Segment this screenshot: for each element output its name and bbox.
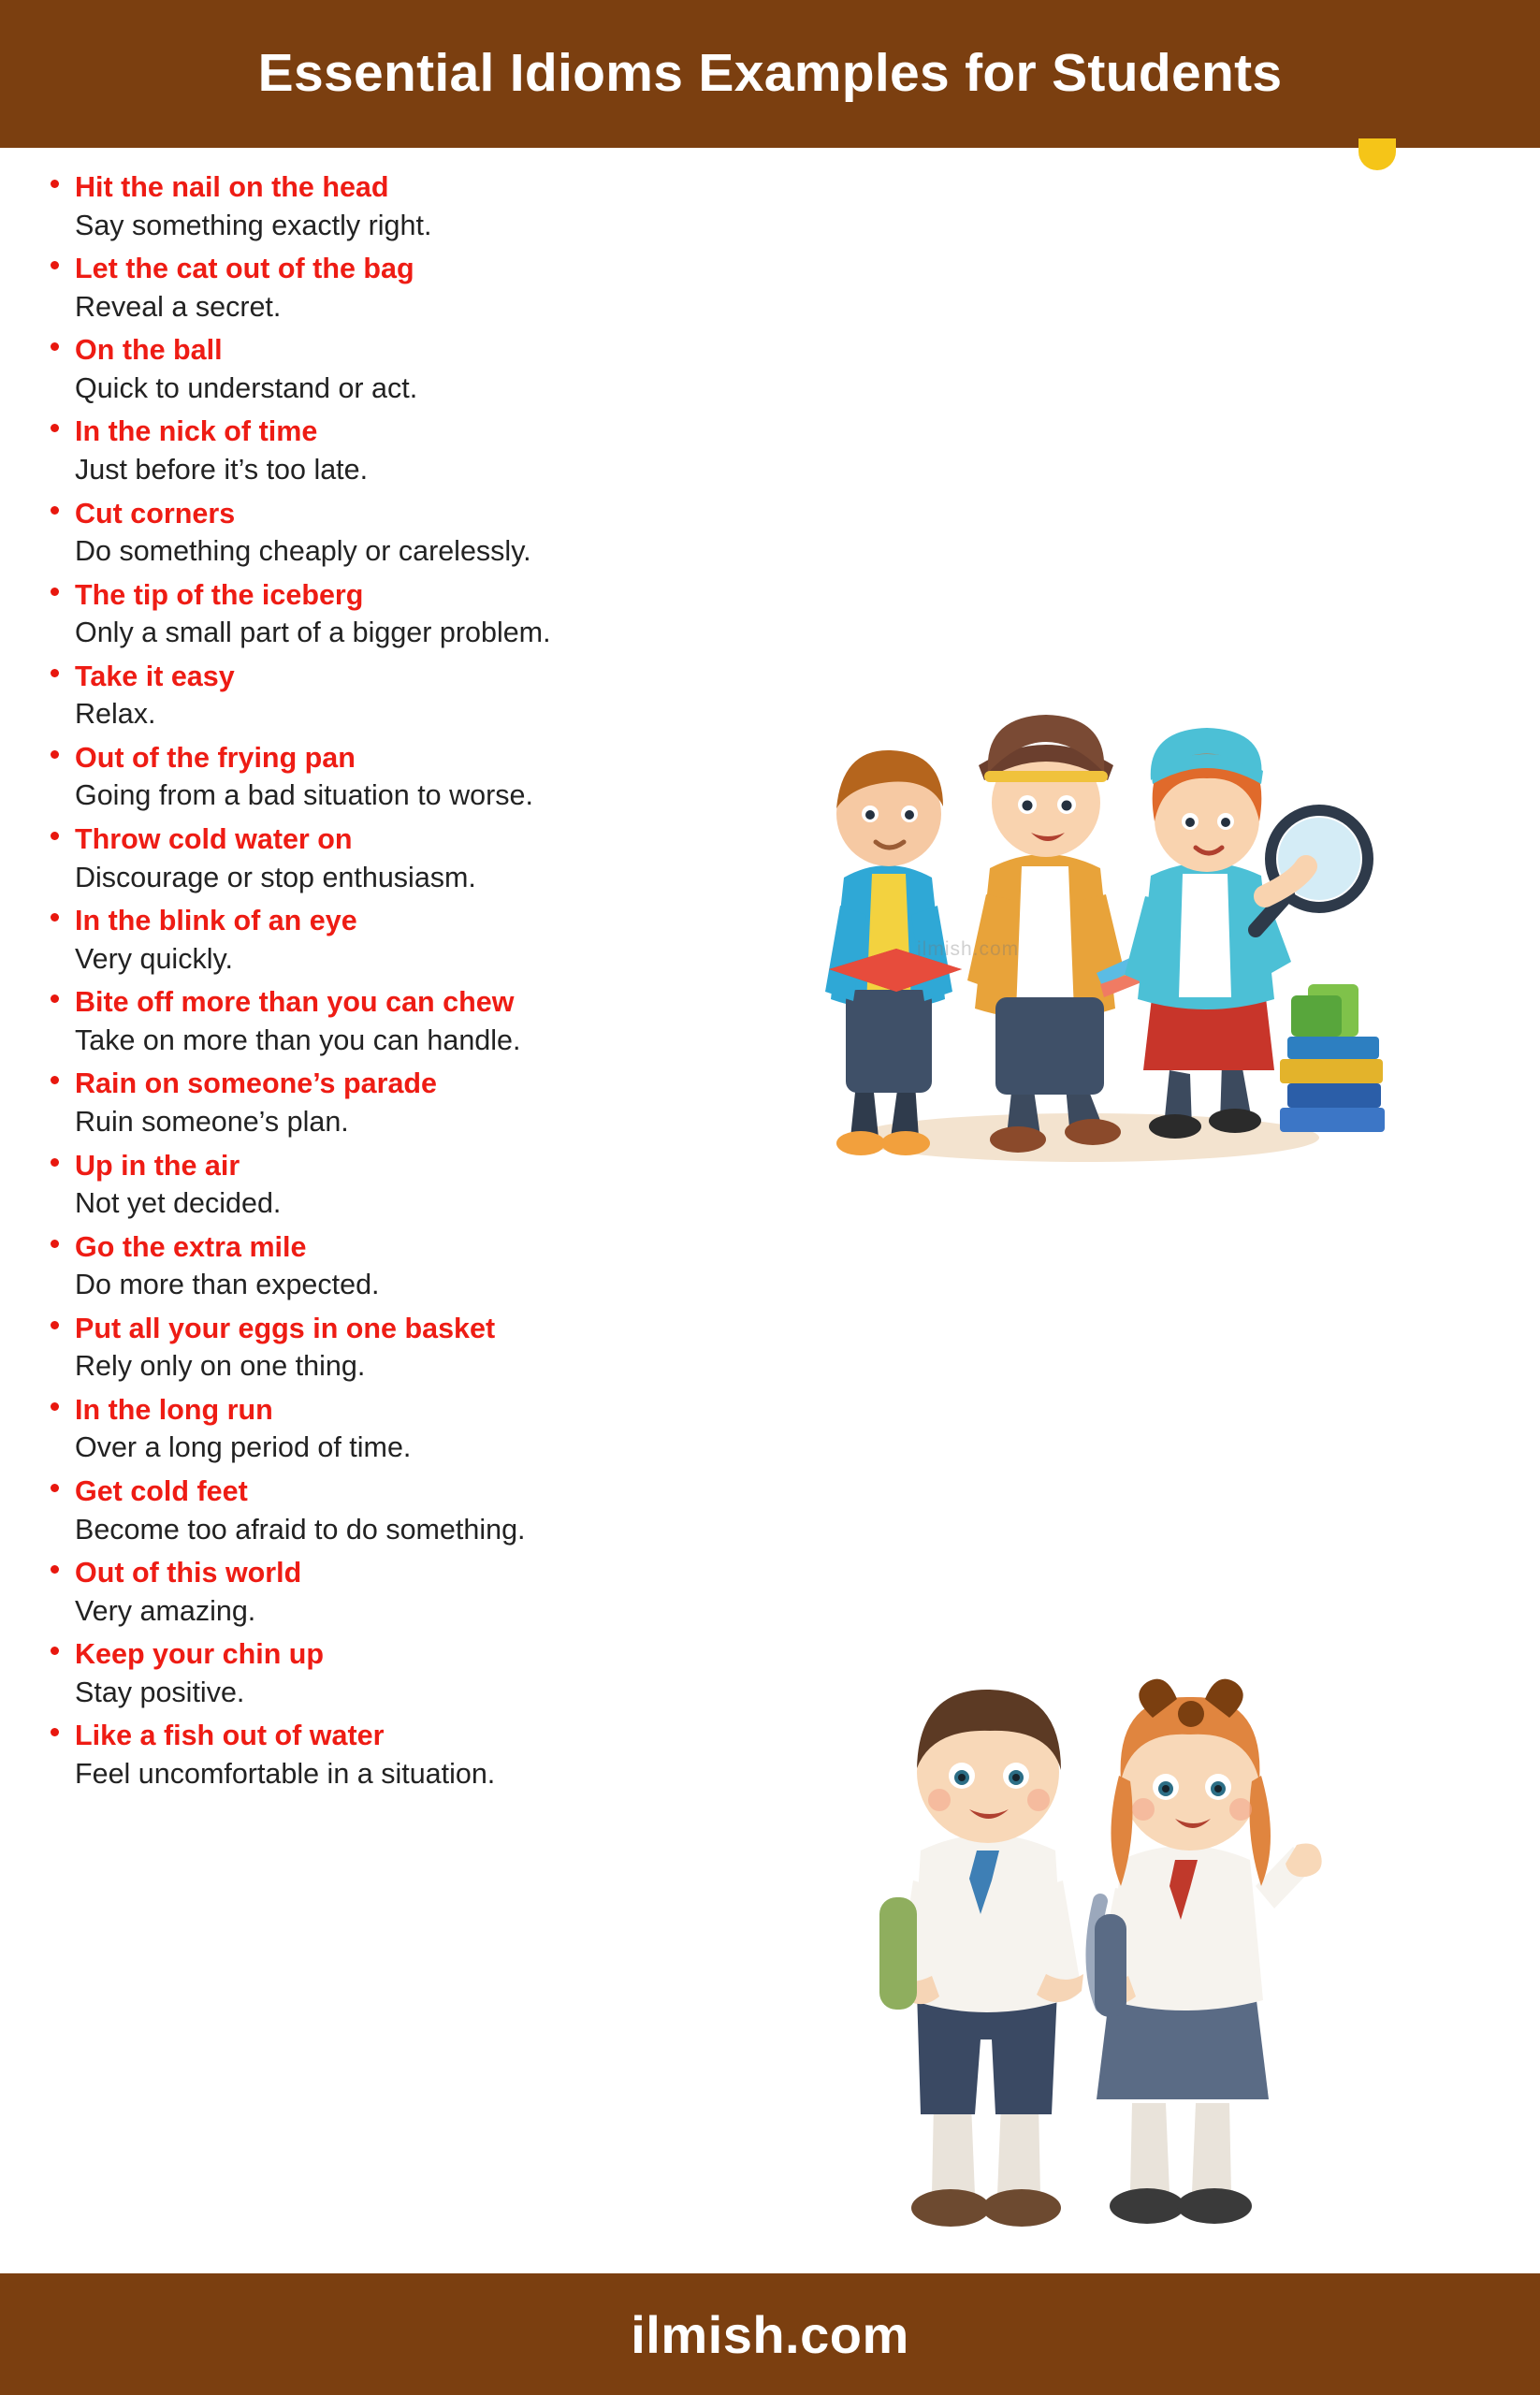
idiom-meaning: Very amazing. [75,1594,256,1627]
list-item [21,1310,769,1386]
idiom-term: Go the extra mile [75,1230,307,1263]
two-students-illustration [823,1663,1366,2253]
list-item [21,1391,769,1467]
list-item [21,1717,769,1793]
idiom-term: Rain on someone’s parade [75,1067,437,1100]
bullet-icon [51,669,59,677]
idiom-meaning: Going from a bad situation to worse. [75,779,533,812]
idiom-meaning: Very quickly. [75,942,233,975]
idiom-term: Put all your eggs in one basket [75,1312,496,1344]
idiom-term: Out of this world [75,1557,302,1589]
idiom-term: The tip of the iceberg [75,578,364,611]
bullet-icon [51,1728,59,1736]
idiom-term: Like a fish out of water [75,1720,385,1752]
list-item [21,1065,769,1140]
bullet-icon [51,342,59,351]
schoolboy [879,1690,1083,2227]
bullet-icon [51,1402,59,1411]
idiom-meaning: Only a small part of a bigger problem. [75,617,551,649]
bullet-icon [51,506,59,515]
idiom-meaning: Not yet decided. [75,1187,282,1220]
idiom-term: Throw cold water on [75,823,353,855]
list-item [21,250,769,326]
idiom-meaning: Quick to understand or act. [75,371,418,404]
list-item [21,1635,769,1711]
idiom-term: On the ball [75,334,223,367]
idiom-meaning: Take on more than you can handle. [75,1023,521,1056]
page-body [0,148,1540,2273]
bullet-icon [51,1240,59,1248]
bullet-icon [51,261,59,269]
list-item [21,168,769,244]
bullet-icon [51,750,59,759]
page-header [0,0,1540,148]
idiom-meaning: Ruin someone’s plan. [75,1105,349,1138]
list-item [21,902,769,978]
bullet-icon [51,1158,59,1167]
bullet-icon [51,1076,59,1084]
bullet-icon [51,913,59,922]
idiom-meaning: Become too afraid to do something. [75,1513,526,1546]
list-item [21,495,769,571]
bullet-icon [51,1321,59,1329]
idiom-term: Get cold feet [75,1475,248,1507]
idiom-term: Out of the frying pan [75,741,356,774]
idiom-term: In the blink of an eye [75,905,357,937]
bullet-icon [51,832,59,840]
list-item [21,1554,769,1630]
idiom-meaning: Reveal a secret. [75,290,282,323]
idiom-term: Hit the nail on the head [75,171,389,203]
watermark-text: ilmish.com [917,938,1020,960]
idiom-term: Up in the air [75,1149,240,1182]
decorative-badge-icon [1358,138,1396,170]
idiom-term: Keep your chin up [75,1638,325,1671]
idiom-meaning: Relax. [75,698,156,731]
schoolgirl [1093,1679,1322,2224]
idiom-meaning: Say something exactly right. [75,209,432,241]
list-item [21,1228,769,1304]
bullet-icon [51,424,59,432]
list-item [21,413,769,488]
idiom-meaning: Discourage or stop enthusiasm. [75,861,476,893]
idiom-term: In the nick of time [75,415,318,448]
page-title: Essential Idioms Examples for Students [257,43,1283,104]
bullet-icon [51,1565,59,1574]
idiom-term: Cut corners [75,497,236,530]
page-footer [0,2273,1540,2395]
idiom-meaning: Rely only on one thing. [75,1350,366,1383]
bullet-icon [51,588,59,596]
idiom-list [21,168,769,1799]
idiom-term: Take it easy [75,660,235,692]
bullet-icon [51,1647,59,1655]
idiom-term: In the long run [75,1393,273,1426]
bullet-icon [51,1484,59,1492]
idiom-meaning: Do something cheaply or carelessly. [75,535,531,568]
book-stack [1280,984,1385,1132]
list-item [21,1473,769,1548]
list-item [21,820,769,896]
list-item [21,576,769,652]
idiom-meaning: Feel uncomfortable in a situation. [75,1757,496,1790]
bullet-icon [51,180,59,188]
idiom-term: Let the cat out of the bag [75,253,414,285]
site-name: ilmish.com [631,2304,909,2364]
students-group-illustration [767,597,1385,1196]
list-item [21,331,769,407]
list-item [21,739,769,815]
bullet-icon [51,994,59,1003]
idiom-meaning: Do more than expected. [75,1269,380,1301]
list-item [21,658,769,733]
list-item [21,983,769,1059]
idiom-meaning: Just before it’s too late. [75,453,369,486]
idiom-meaning: Stay positive. [75,1676,245,1708]
boy-with-hat [967,715,1141,1153]
idiom-meaning: Over a long period of time. [75,1431,412,1464]
list-item [21,1147,769,1223]
idiom-term: Bite off more than you can chew [75,986,515,1019]
